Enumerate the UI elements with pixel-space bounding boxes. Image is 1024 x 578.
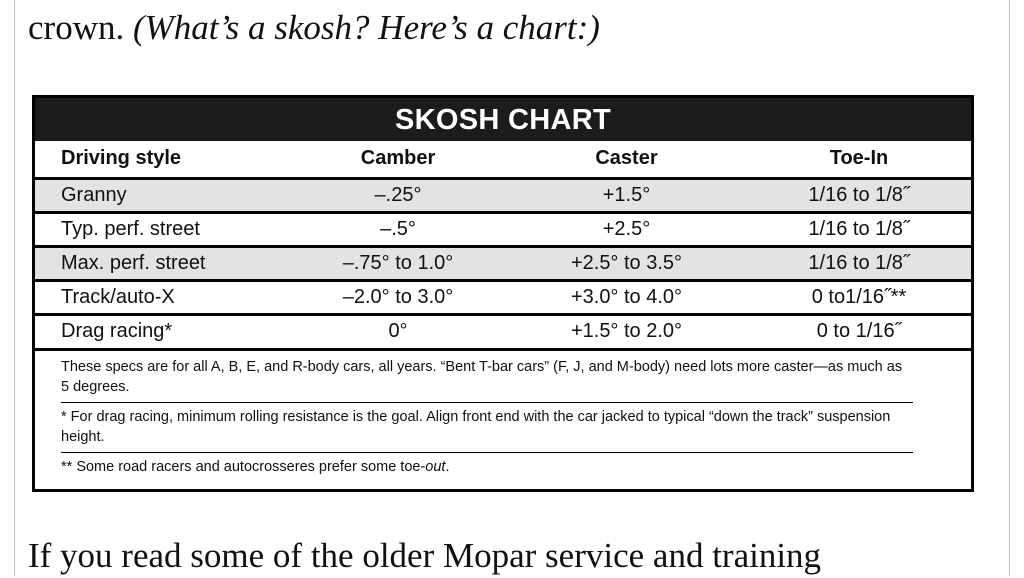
header-toe-in: Toe-In [829,147,889,170]
footnote-general: These specs are for all A, B, E, and R-body cars, all years. “Bent T-bar cars” (F, J, and M-body) need lots more caster—as much as 5 degrees. [61,359,903,395]
header-caster: Caster [595,147,658,170]
table-row [35,212,971,246]
alignment-table [35,141,971,348]
cell-driving-style: Granny [35,178,290,212]
article-paragraph-bottom: If you read some of the older Mopar service and training [28,536,822,575]
cell-camber: –2.0° to 3.0° [290,280,506,314]
cell-toe-in: 1/16 to 1/8˝ [747,212,971,246]
paragraph-text: crown. [28,8,125,47]
cell-camber: –.75° to 1.0° [290,246,506,280]
cell-driving-style: Track/auto-X [35,280,290,314]
table-row [35,178,971,212]
cell-driving-style: Typ. perf. street [35,212,290,246]
chart-title: SKOSH CHART [35,98,971,141]
paragraph-italic-aside: (What’s a skosh? Here’s a chart:) [132,8,600,47]
article-paragraph-top [28,6,998,50]
skosh-chart [32,95,974,492]
table-row [35,246,971,280]
cell-driving-style: Max. perf. street [35,246,290,280]
page-border-right [1009,0,1010,576]
footnote-drag-racing: * For drag racing, minimum rolling resistance is the goal. Align front end with the car jacked to typical “down the track” suspension height. [61,402,913,450]
cell-camber: –.5° [290,212,506,246]
cell-caster: +3.0° to 4.0° [506,280,747,314]
cell-caster: +2.5° [506,212,747,246]
table-row [35,280,971,314]
header-camber: Camber [360,147,436,170]
chart-footnotes [35,348,971,480]
cell-caster: +2.5° to 3.5° [506,246,747,280]
table-row [35,314,971,348]
table-header-row [35,141,971,178]
footnote-text: ** Some road racers and autocrosseres prefer some toe- [61,459,426,475]
cell-camber: –.25° [290,178,506,212]
cell-driving-style: Drag racing* [35,314,290,348]
footnote-period: . [445,459,450,475]
cell-caster: +1.5° [506,178,747,212]
cell-camber: 0° [290,314,506,348]
cell-toe-in: 1/16 to 1/8˝ [747,246,971,280]
cell-caster: +1.5° to 2.0° [506,314,747,348]
header-driving-style: Driving style [61,147,182,170]
page-border-left [14,0,15,576]
footnote-emphasis: out [425,459,446,475]
cell-toe-in: 0 to 1/16˝ [747,314,971,348]
cell-toe-in: 0 to1/16˝** [747,280,971,314]
cell-toe-in: 1/16 to 1/8˝ [747,178,971,212]
footnote-road-racers [61,452,913,480]
